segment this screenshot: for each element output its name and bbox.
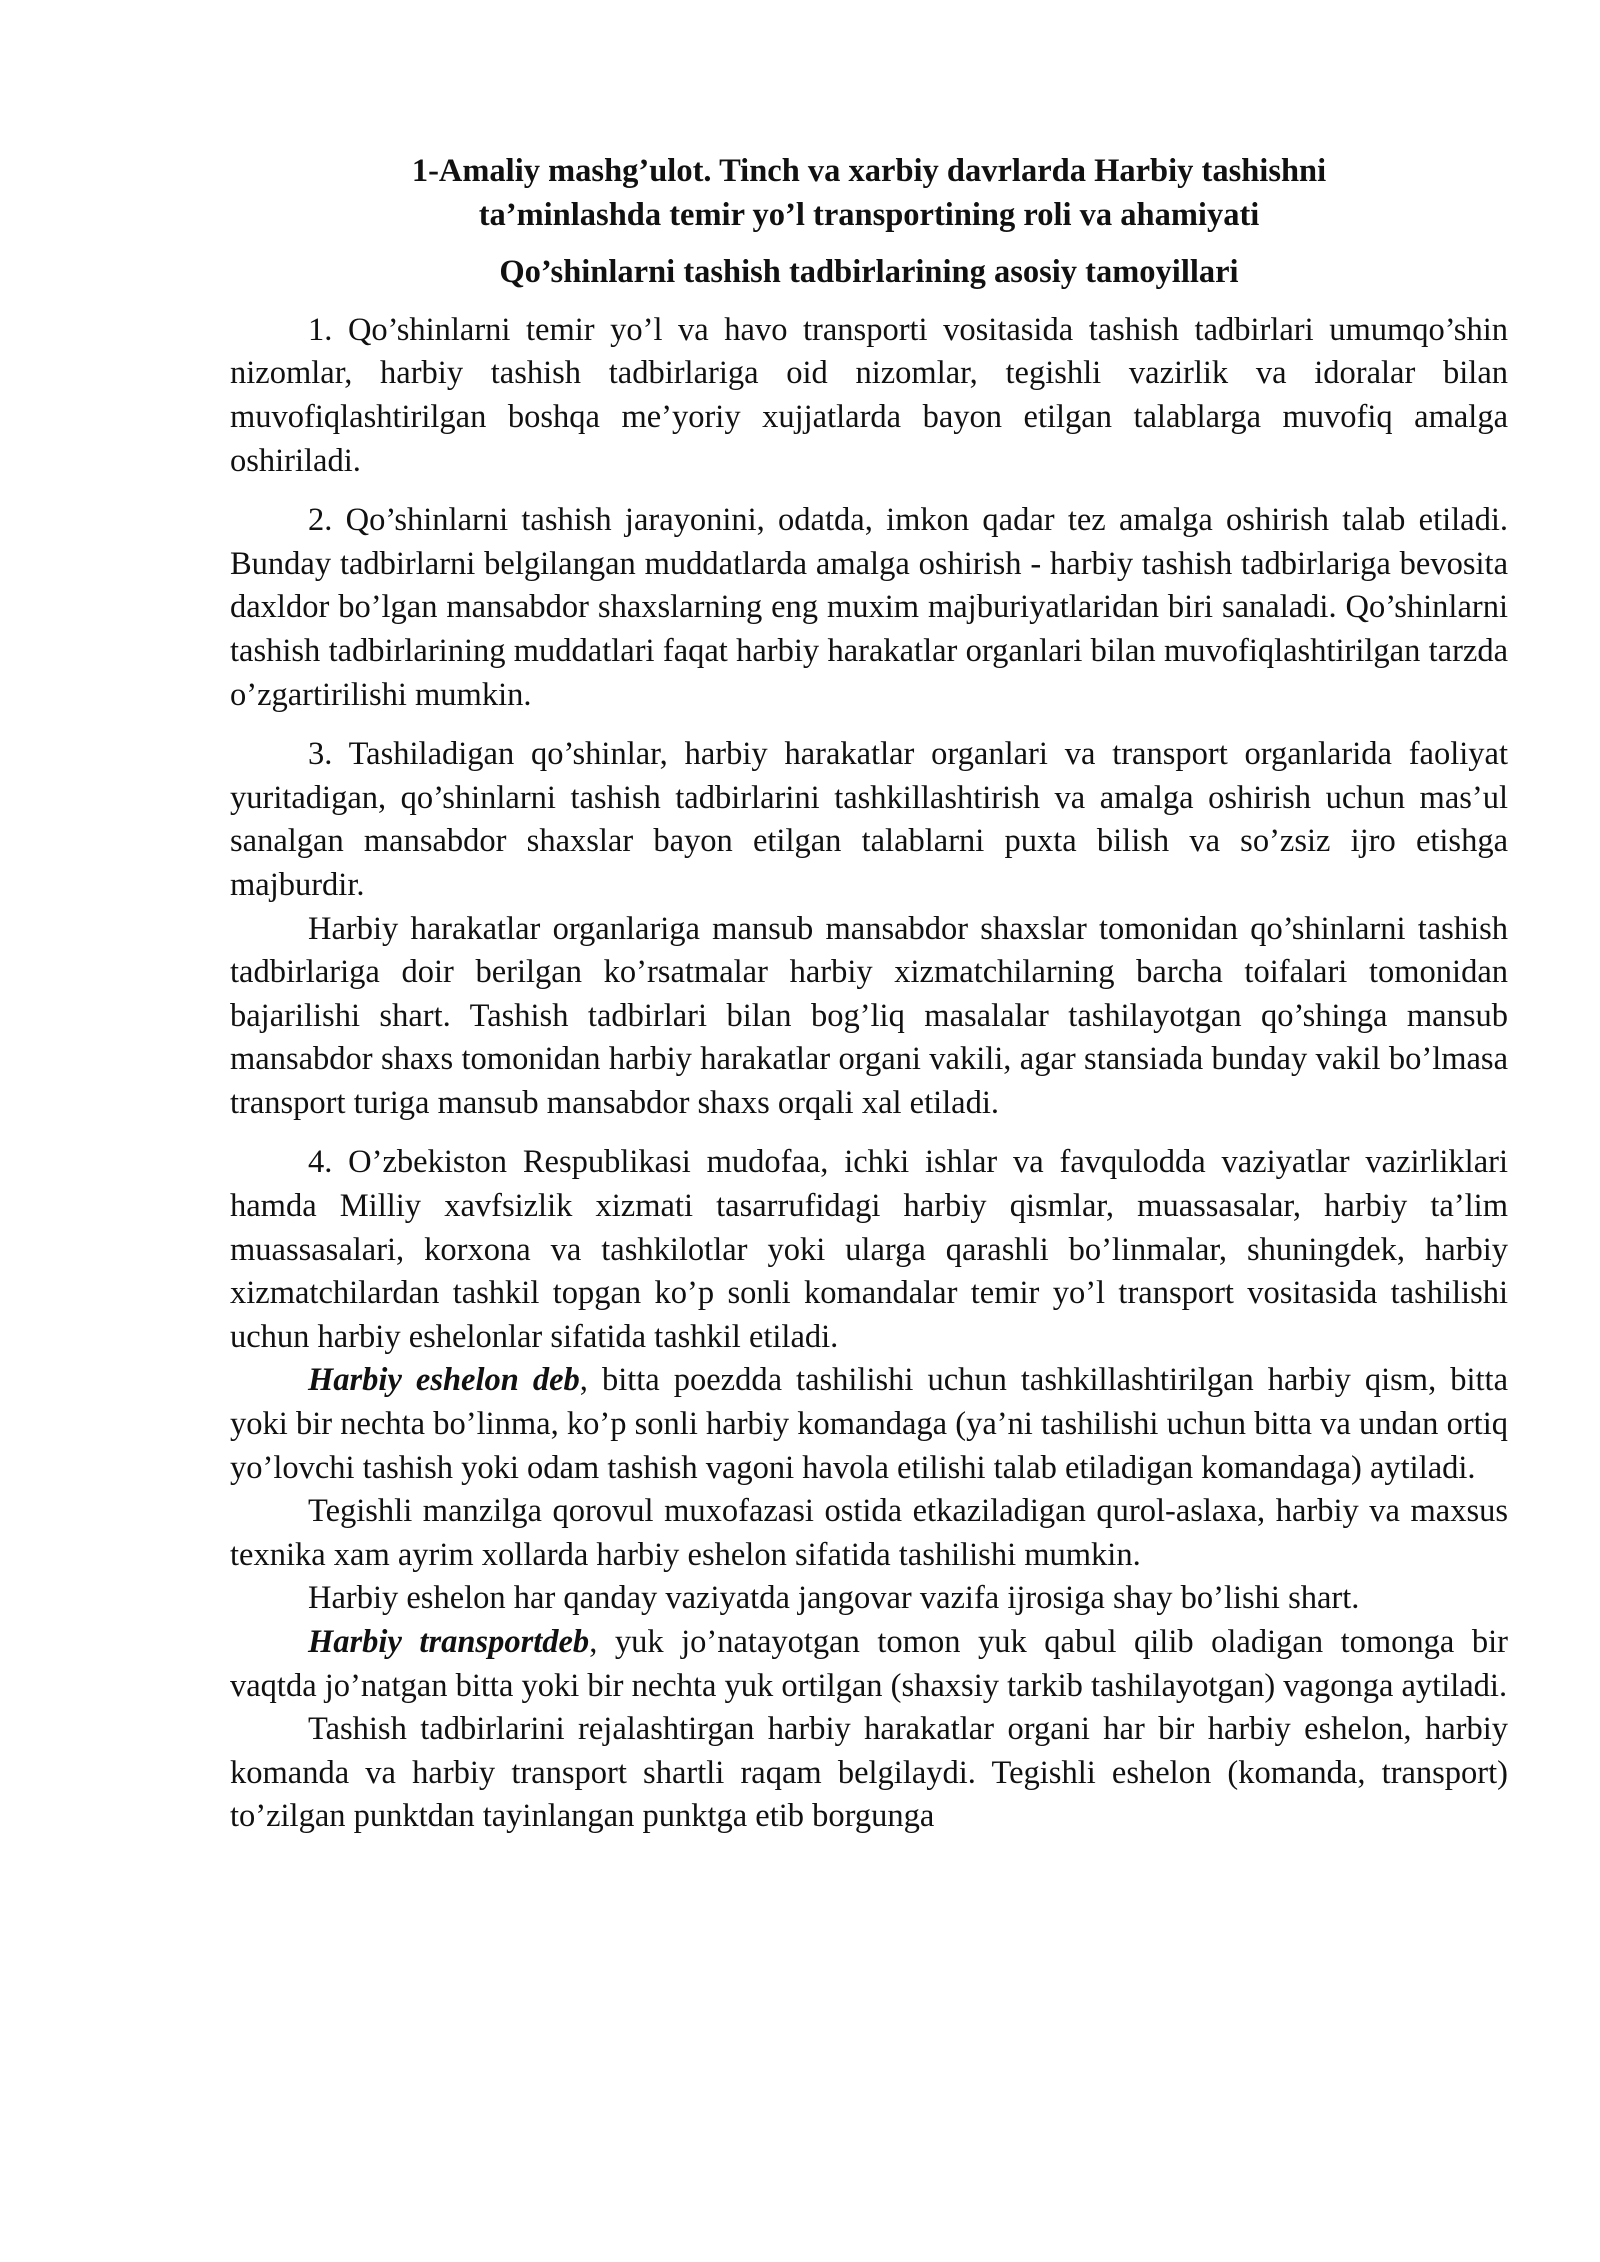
title-line-2: ta’minlashda temir yo’l transportining roli va ahamiyati	[478, 196, 1260, 233]
paragraph-5: 4. O’zbekiston Respublikasi mudofaa, ichki ishlar va favqulodda vaziyatlar vazirliklari hamda Milliy xavfsizlik xizmati tasarrufidagi harbiy qismlar, muassasalar, harbiy ta’lim muassasalari, korxona va tashkilotlar yoki ularga qarashli bo’linmalar, shuningdek, harbiy xizmatchilardan tashkil topgan ko’p sonli komandalar temir yo’l transport vositasida tashilishi uchun harbiy eshelonlar sifatida tashkil etiladi.	[230, 1144, 1508, 1355]
term-harbiy-eshelon: Harbiy eshelon deb	[308, 1362, 580, 1399]
document-page	[230, 150, 1508, 1839]
paragraph-3: 3. Tashiladigan qo’shinlar, harbiy harakatlar organlari va transport organlarida faoliyat yuritadigan, qo’shinlarni tashish tadbirlarini tashkillashtirish va amalga oshirish uchun mas’ul sanalgan mansabdor shaxslar bayon etilgan talablarni puxta bilish va so’zsiz ijro etishga majburdir.	[230, 736, 1508, 903]
section-heading: Qo’shinlarni tashish tadbirlarining asosiy tamoyillari	[499, 254, 1239, 291]
paragraph-9-text: , yuk jo’natayotgan tomon yuk qabul qilib oladigan tomonga bir vaqtda jo’natgan bitta yoki bir nechta yuk ortilgan (shaxsiy tarkib tashilayotgan) vagonga aytiladi.	[230, 1624, 1508, 1704]
title-line-1: 1-Amaliy mashg’ulot. Tinch va xarbiy davrlarda Harbiy tashishni	[411, 153, 1327, 189]
term-harbiy-transport: Harbiy transportdeb	[308, 1624, 590, 1660]
paragraph-8: Harbiy eshelon har qanday vaziyatda jangovar vazifa ijrosiga shay bo’lishi shart.	[308, 1580, 1360, 1617]
paragraph-4: Harbiy harakatlar organlariga mansub mansabdor shaxslar tomonidan qo’shinlarni tashish tadbirlariga doir berilgan ko’rsatmalar harbiy xizmatchilarning barcha toifalari tomonidan bajarilishi shart. Tashish tadbirlari bilan bog’liq masalalar tashilayotgan qo’shinga mansub mansabdor shaxs tomonidan harbiy harakatlar organi vakili, agar stansiada bunday vakil bo’lmasa transport turiga mansub mansabdor shaxs orqali xal etiladi.	[230, 910, 1508, 1121]
paragraph-10: Tashish tadbirlarini rejalashtirgan harbiy harakatlar organi har bir harbiy eshelon, harbiy komanda va harbiy transport shartli raqam belgilaydi. Tegishli eshelon (komanda, transport) to’zilgan punktdan tayinlangan punktga etib borgunga	[230, 1711, 1508, 1835]
paragraph-6-text: , bitta poezdda tashilishi uchun tashkillashtirilgan harbiy qism, bitta yoki bir nechta bo’linma, ko’p sonli harbiy komandaga (ya’ni tashilishi uchun bitta va undan ortiq yo’lovchi tashish yoki odam tashish vagoni havola etilishi talab etiladigan komandaga) aytiladi.	[230, 1362, 1508, 1486]
paragraph-2: 2. Qo’shinlarni tashish jarayonini, odatda, imkon qadar tez amalga oshirish talab etiladi. Bunday tadbirlarni belgilangan muddatlarda amalga oshirish - harbiy tashish tadbirlariga bevosita daxldor bo’lgan mansabdor shaxslarning eng muxim majburiyatlaridan biri sanaladi. Qo’shinlarni tashish tadbirlarining muddatlari faqat harbiy harakatlar organlari bilan muvofiqlashtirilgan tarzda o’zgartirilishi mumkin.	[230, 502, 1508, 713]
document-title	[230, 150, 1508, 237]
paragraph-7: Tegishli manzilga qorovul muxofazasi ostida etkaziladigan qurol-aslaxa, harbiy va maxsus texnika xam ayrim xollarda harbiy eshelon sifatida tashilishi mumkin.	[230, 1493, 1508, 1573]
paragraph-6	[230, 1359, 1508, 1490]
paragraph-9	[230, 1621, 1508, 1708]
paragraph-1: 1. Qo’shinlarni temir yo’l va havo transporti vositasida tashish tadbirlari umumqo’shin nizomlar, harbiy tashish tadbirlariga oid nizomlar, tegishli vazirlik va idoralar bilan muvofiqlashtirilgan boshqa me’yoriy xujjatlarda bayon etilgan talablarga muvofiq amalga oshiriladi.	[230, 311, 1508, 479]
